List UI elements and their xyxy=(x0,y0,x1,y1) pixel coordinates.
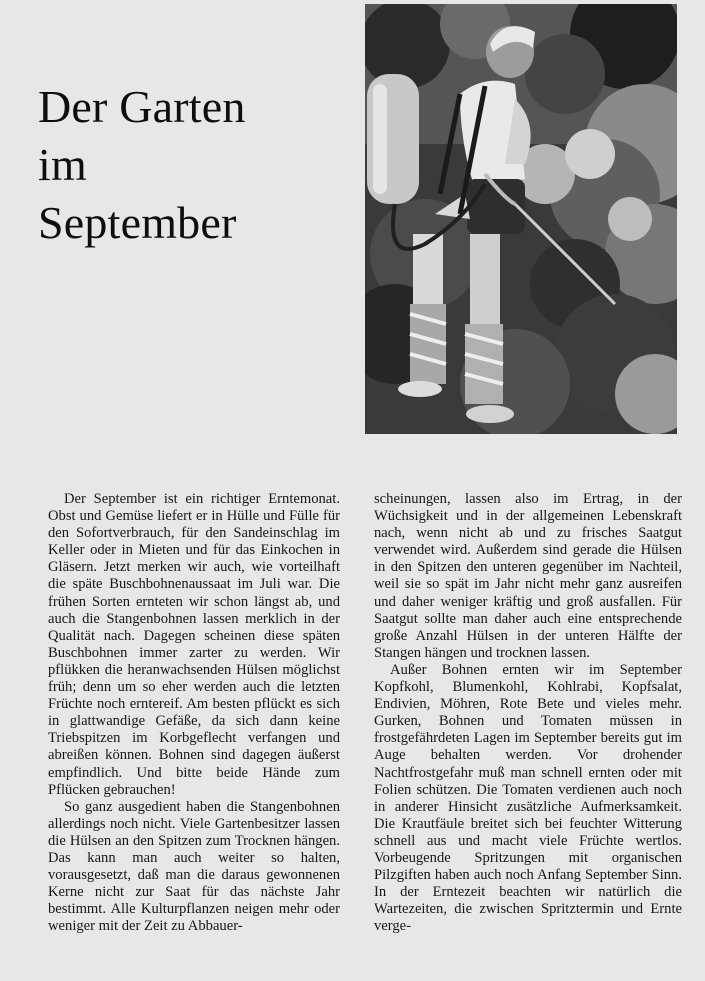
title-line-1: Der Garten xyxy=(38,81,246,132)
paragraph: scheinungen, lassen also im Ertrag, in der Wüchsigkeit und in der allgemeinen Lebenskraft nach, wenn nicht ab und zu frisches Saatgut verwendet wird. Außerdem sind gerade die Hülsen in den Spitzen den unteren gegenüber im Nachteil, weil sie so spät im Jahr nicht mehr ganz ausreifen und daher weniger kräftig und groß ausfallen. Für Saatgut sollte man daher auch eine entsprechende große Anzahl Hülsen in der unteren Hälfte der Stangen hängen und trocknen lassen. xyxy=(374,491,682,661)
article-column-left xyxy=(48,491,340,935)
article-column-right xyxy=(374,491,682,935)
title-line-3: September xyxy=(38,197,237,248)
article-title xyxy=(38,78,338,252)
paragraph: So ganz ausgedient haben die Stangenbohnen allerdings noch nicht. Viele Gartenbesitzer lassen die Hülsen an den Spitzen zum Trocknen hängen. Das kann man auch weiter so halten, vorausgesetzt, daß man die daraus gewonnenen Kerne nicht zur Saat für das nächste Jahr bestimmt. Alle Kulturpflanzen neigen mehr oder weniger mit der Zeit zu Abbauer- xyxy=(48,798,340,935)
paragraph: Außer Bohnen ernten wir im September Kopfkohl, Blumenkohl, Kohlrabi, Kopfsalat, Endivien, Möhren, Rote Bete und vieles mehr. Gurken, Bohnen und Tomaten müssen in frostgefährdeten Lagen im September bereits gut im Auge behalten werden. Vor drohender Nachtfrostgefahr muß man schnell ernten oder mit Folien schützen. Die Tomaten verdienen auch noch in anderer Hinsicht zusätzliche Aufmerksamkeit. Die Krautfäule breitet sich bei feuchter Witterung schnell aus und macht viele Früchte wertlos. Vorbeugende Spritzungen mit organischen Pilzgiften haben auch noch Anfang September Sinn. In der Erntezeit beachten wir natürlich die Wartezeiten, die zwischen Spritztermin und Ernte verge- xyxy=(374,661,682,935)
title-line-2: im xyxy=(38,139,87,190)
boy-spraying-garden-photo xyxy=(365,4,677,434)
paragraph: Der September ist ein richtiger Erntemonat. Obst und Gemüse liefert er in Hülle und Fülle für den Sofortverbrauch, für den Sandeinschlag im Keller oder in Mieten und für das Einkochen in Gläsern. Jetzt merken wir auch, wie vorteilhaft die späte Buschbohnenaussaat im Juli war. Die frühen Sorten ernteten wir schon längst ab, und auch die Stangenbohnen lassen merklich in der Qualität nach. Dagegen scheinen diese späten Buschbohnen immer zarter zu werden. Wir pflükken die heranwachsenden Hülsen möglichst früh; denn um so eher werden auch die letzten Früchte noch erntereif. Am besten pflückt es sich in glattwandige Gefäße, da sich dann keine Triebspitzen im Korbgeflecht verfangen und abreißen können. Bohnen sind dagegen äußerst empfindlich. Und bitte beide Hände zum Pflücken gebrauchen! xyxy=(48,491,340,798)
photo-illustration xyxy=(365,4,677,434)
